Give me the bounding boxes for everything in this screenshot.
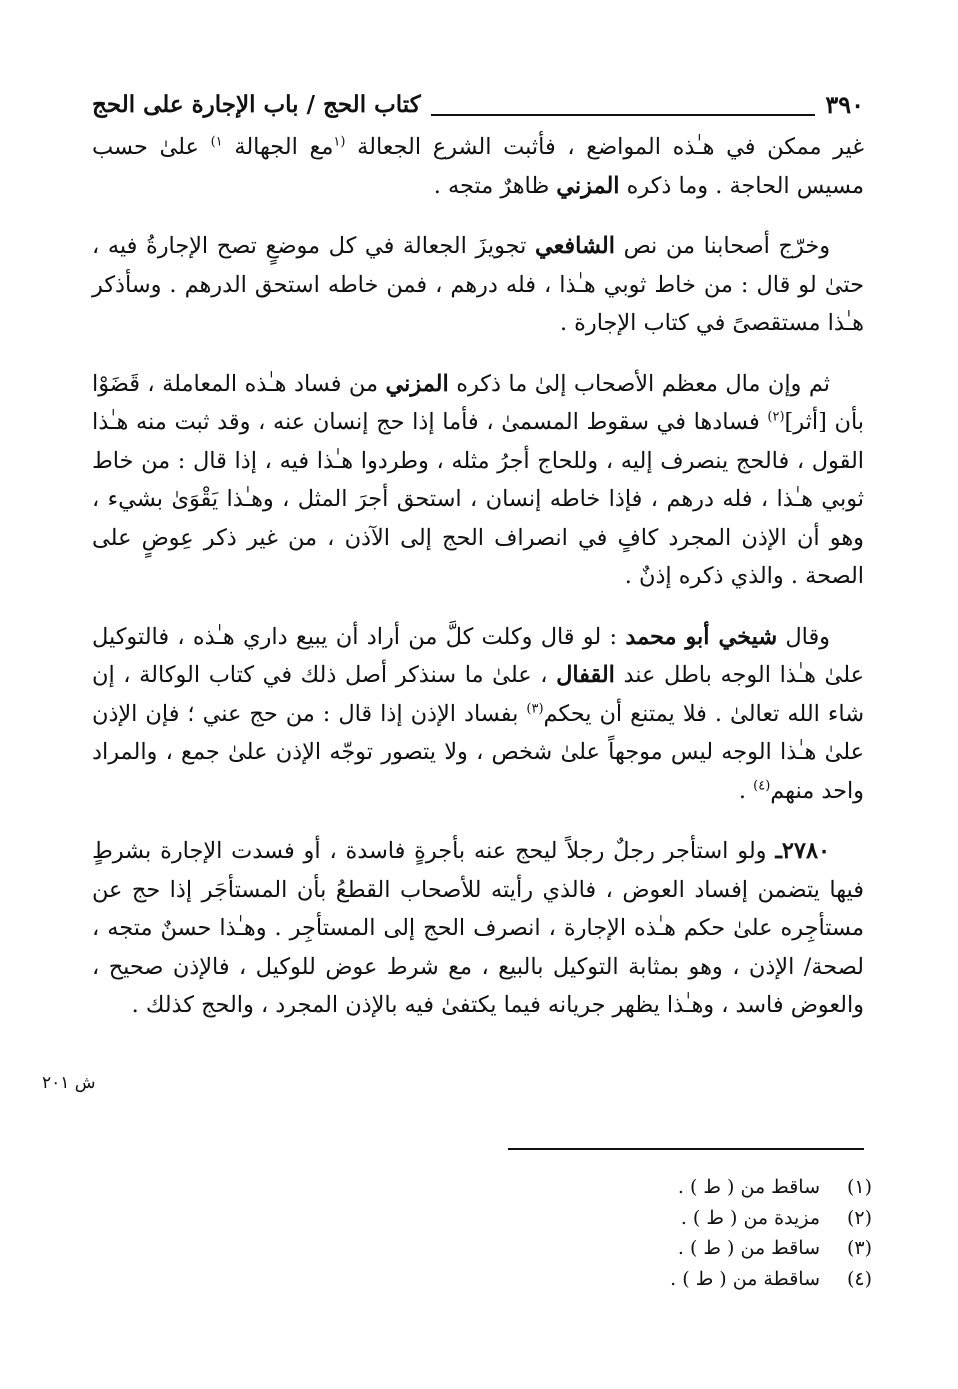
footnote-3 — [472, 1233, 872, 1264]
bold-name: الشافعي — [534, 233, 615, 259]
bold-name: القفال — [556, 662, 615, 688]
footnote-ref: (١ — [333, 134, 346, 150]
bold-name: شيخي أبو محمد — [625, 623, 778, 650]
text-run: وخرّج أصحابنا من نص — [614, 233, 831, 259]
footnote-ref: (٤) — [753, 778, 771, 794]
footnote-1 — [472, 1172, 872, 1203]
footnote-4 — [472, 1264, 872, 1295]
text-run: من فساد هـٰذه المعاملة ، قَضَوْا بأن [أثر] — [92, 370, 864, 435]
footnote-rule — [508, 1148, 864, 1150]
margin-manuscript-ref: ش ٢٠١ — [42, 1073, 96, 1093]
paragraph-3 — [92, 365, 864, 596]
bold-name: المزني — [556, 172, 620, 199]
text-run: ثم وإن مال معظم الأصحاب إلىٰ ما ذكره — [448, 370, 830, 397]
footnote-text: ساقطة من ( ط ) . — [670, 1267, 820, 1290]
main-text — [92, 128, 864, 1047]
text-run: ، علىٰ ما سنذكر أصل ذلك في كتاب الوكالة ، إن شاء الله تعالىٰ . فلا يمتنع أن يحكم — [92, 662, 865, 727]
text-run: بفساد الإذن إذا قال : من حج عني ؛ فإن الإذن علىٰ هـٰذا الوجه ليس موجهاً علىٰ شخص ، ولا يتصور توجّه الإذن علىٰ جمع ، والمراد واحد منهم — [92, 700, 864, 804]
paragraph-2 — [92, 227, 864, 343]
paragraph-4 — [92, 618, 864, 811]
running-head — [92, 82, 864, 126]
running-title: كتاب الحج / باب الإجارة على الحج — [92, 90, 421, 118]
text-run: مع الجهالة — [222, 134, 334, 160]
footnote-text: مزيدة من ( ط ) . — [680, 1206, 820, 1229]
footnotes — [472, 1172, 872, 1294]
text-run: فسادها في سقوط المسمىٰ ، فأما إذا حج إنسان عنه ، وقد ثبت منه هـٰذا القول ، فالحج ينصرف إليه ، وللحاج أجرُ مثله ، وطردوا هـٰذا فيه ، إذا قال : من خاط ثوبي هـٰذا ، فله درهم ، فإذا خاطه إنسان ، استحق أجرَ المثل ، وهـٰذا يَقْوَىٰ بشيء ، وهو أن الإذن المجرد كافٍ في انصراف الحج إلى الآذن ، من غير ذكر عِوضٍ على الصحة . والذي ذكره إذنٌ . — [92, 409, 864, 589]
text-run: غير ممكن في هـٰذه المواضع ، فأثبت الشرع الجعالة — [345, 134, 864, 160]
footnote-number: (٣) — [846, 1237, 872, 1259]
page-number: ٣٩٠ — [825, 89, 864, 119]
footnote-number: (٤) — [846, 1267, 872, 1290]
footnote-number: (٢) — [846, 1206, 872, 1229]
header-rule — [431, 114, 816, 116]
text-run: تجويزَ الجعالة في كل موضعٍ تصح الإجارةُ فيه ، حتىٰ لو قال : من خاط ثوبي هـٰذا ، فله درهم ، فمن خاطه استحق الدرهم . وسأذكر هـٰذا مستقصىً في كتاب الإجارة . — [92, 233, 864, 336]
text-run: وقال — [777, 623, 830, 650]
bold-name: المزني — [385, 370, 449, 397]
text-run: علىٰ حسب مسيس الحاجة . وما ذكره — [92, 134, 864, 199]
text-run: . — [738, 777, 754, 804]
footnote-text: ساقط من ( ط ) . — [677, 1237, 820, 1259]
footnote-ref: (٢) — [767, 409, 785, 425]
paragraph-1 — [92, 128, 864, 205]
text-run: ولو استأجر رجلٌ رجلاً ليحج عنه بأجرةٍ فاسدة ، أو فسدت الإجارة بشرطٍ فيها يتضمن إفساد العوض ، فالذي رأيته للأصحاب القطعُ بأن المستأجَر إذا حج عن مستأجِره علىٰ حكم هـٰذه الإجارة ، انصرف الحج إلى المستأجِر . وهـٰذا حسنٌ متجه ، لصحة/ الإذن ، وهو بمثابة التوكيل بالبيع ، مع شرط عوض للوكيل ، فالإذن صحيح ، والعوض فاسد ، وهـٰذا يظهر جريانه فيما يكتفىٰ فيه بالإذن المجرد ، والحج كذلك . — [92, 838, 864, 1018]
footnote-text: ساقط من ( ط ) . — [677, 1176, 820, 1198]
text-run: ظاهرٌ متجه . — [433, 172, 557, 199]
text-run: : لو قال وكلت كلَّ من أراد أن يبيع داري هـٰذه ، فالتوكيل علىٰ هـٰذا الوجه باطل عند — [92, 623, 864, 688]
paragraph-5 — [92, 832, 864, 1025]
footnote-ref: (٣) — [526, 701, 544, 717]
bold-name: ٢٧٨٠ـ — [775, 838, 830, 864]
footnote-ref: ١) — [210, 134, 223, 150]
footnote-2 — [472, 1203, 872, 1234]
footnote-number: (١) — [846, 1176, 872, 1198]
